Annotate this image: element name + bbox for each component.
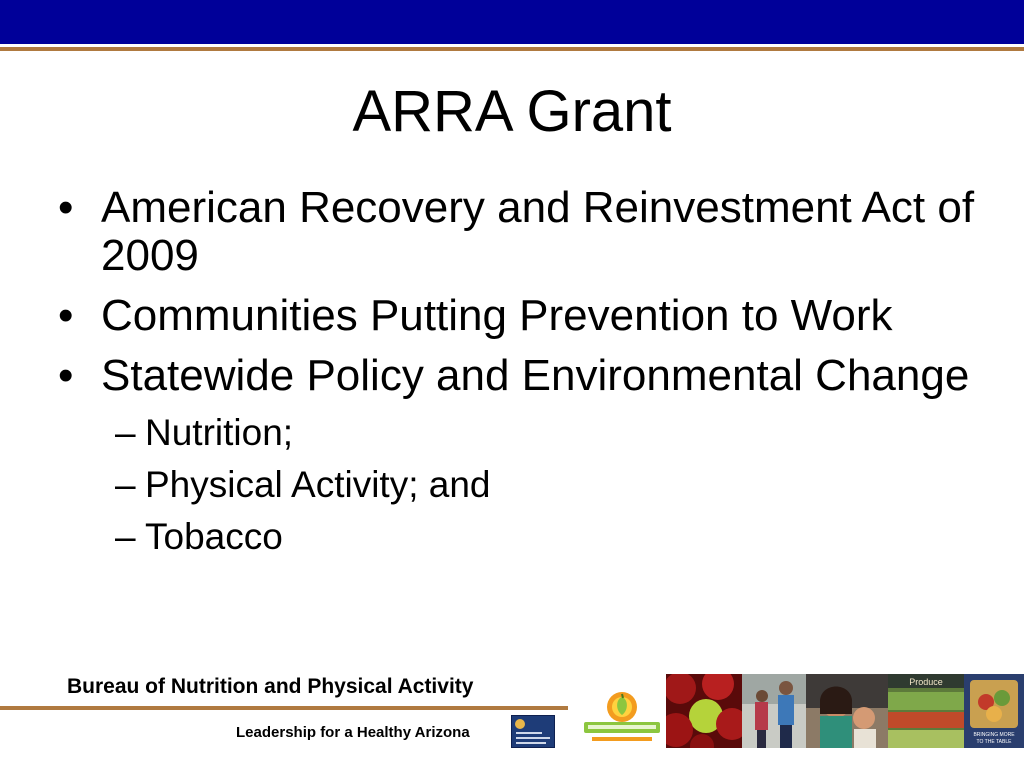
bullet-text: American Recovery and Reinvestment Act of 2009 xyxy=(101,183,975,280)
family-exercise-photo xyxy=(742,674,806,748)
bullet-text: Communities Putting Prevention to Work xyxy=(101,291,893,340)
svg-text:Produce: Produce xyxy=(909,677,943,687)
bringing-more-to-the-table-photo xyxy=(964,674,1024,748)
bullet-marker: • xyxy=(58,291,74,340)
state-seal-icon xyxy=(515,719,525,729)
champions-for-change-logo xyxy=(578,682,666,748)
svg-text:TO THE TABLE: TO THE TABLE xyxy=(976,739,1012,745)
bullet-marker: • xyxy=(58,351,74,400)
footer-organization: Bureau of Nutrition and Physical Activity xyxy=(67,675,474,698)
footer-rule xyxy=(0,706,568,710)
sub-bullet-item xyxy=(58,412,978,454)
bullet-item xyxy=(58,352,978,400)
produce-market-photo xyxy=(888,674,964,748)
bullet-item xyxy=(58,184,978,280)
sub-bullet-text: Tobacco xyxy=(145,516,283,557)
apples-photo xyxy=(666,674,742,748)
sub-bullet-marker: – xyxy=(115,412,136,453)
bullet-list xyxy=(58,184,978,568)
footer-tagline: Leadership for a Healthy Arizona xyxy=(236,724,470,741)
sub-bullet-item xyxy=(58,464,978,506)
photo-strip xyxy=(666,674,1024,748)
bullet-marker: • xyxy=(58,183,74,232)
sub-bullet-marker: – xyxy=(115,516,136,557)
sub-bullet-item xyxy=(58,516,978,558)
sun-icon xyxy=(607,692,637,722)
sub-bullet-marker: – xyxy=(115,464,136,505)
adhs-logo xyxy=(511,715,555,748)
bullet-text: Statewide Policy and Environmental Change xyxy=(101,351,970,400)
sub-bullet-text: Nutrition; xyxy=(145,412,294,453)
slide-title: ARRA Grant xyxy=(352,79,672,144)
svg-text:BRINGING MORE: BRINGING MORE xyxy=(973,732,1015,738)
mother-daughter-photo xyxy=(806,674,888,748)
header-band xyxy=(0,0,1024,44)
header-rule xyxy=(0,47,1024,51)
bullet-item xyxy=(58,292,978,340)
sub-bullet-text: Physical Activity; and xyxy=(145,464,491,505)
